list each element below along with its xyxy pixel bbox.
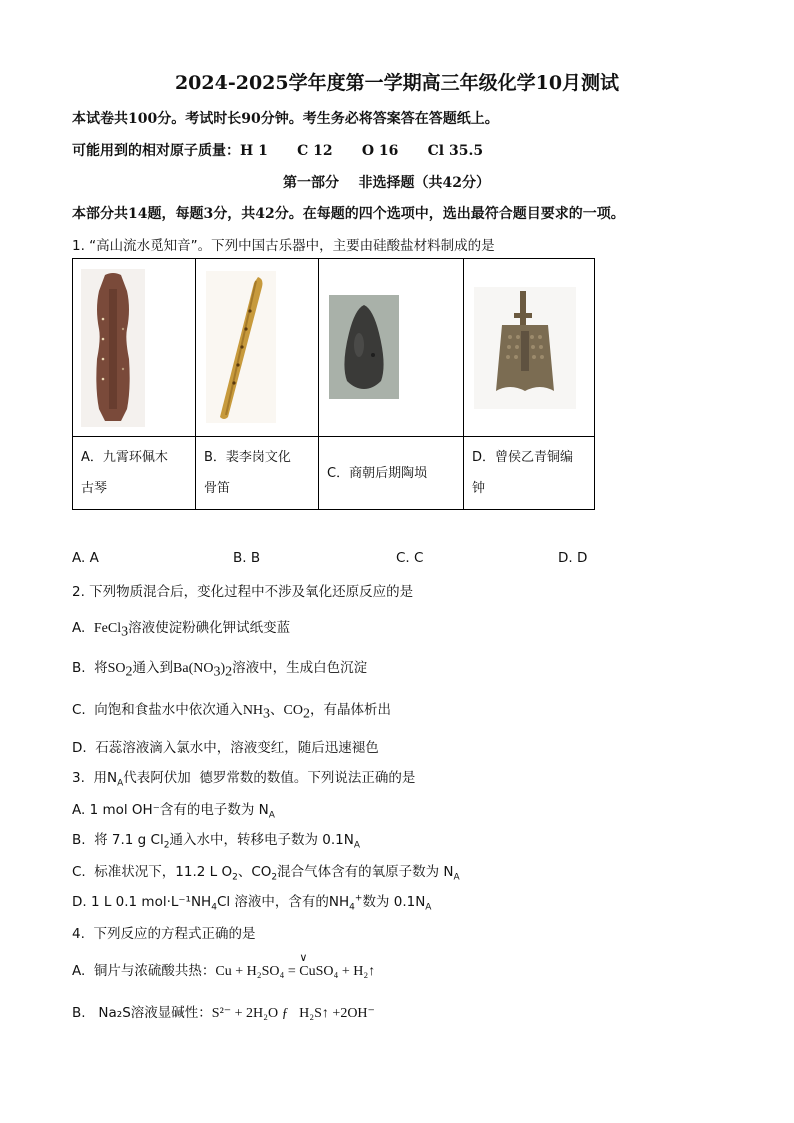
q3-d-s1: 4 <box>211 902 217 913</box>
q2-b-mid: 通入到 <box>132 660 174 676</box>
q4-a-equation <box>215 952 376 979</box>
q2-option-b[interactable] <box>72 656 367 681</box>
q1-option-d[interactable]: D. D <box>558 550 588 566</box>
caption-a-line-1: A．九霄环佩木 <box>81 450 168 465</box>
caption-c-line-1: C．商朝后期陶埙 <box>327 465 428 481</box>
caption-b-line-1: B．裴李岗文化 <box>204 450 291 465</box>
q2-b-s3: 2 <box>225 664 233 680</box>
instrument-table <box>72 258 595 510</box>
q2-a-sub: 3 <box>121 624 129 640</box>
q4-a-label: A. 铜片与浓硫酸共热： <box>72 963 216 979</box>
q2-option-c[interactable] <box>72 698 391 723</box>
caption-b-line-2: 骨笛 <box>204 481 231 496</box>
bronze-bell-image <box>474 287 576 409</box>
q3-c-mid2: 混合气体含有的氧原子数为 N <box>277 864 454 880</box>
caption-b <box>196 437 319 510</box>
q3-stem-post: 代表阿伏加 德罗常数的数值。下列说法正确的是 <box>123 770 416 786</box>
q2-b-f3: ) <box>220 661 226 676</box>
q4-b-equation: S²⁻ + 2H₂O ƒ H₂S↑ +2OH⁻ <box>211 1006 375 1021</box>
q3-b-pre: B. 将 7.1 g Cl <box>72 832 164 848</box>
q2-c-s1: 3 <box>263 706 271 722</box>
q2-c-label: C. 向饱和食盐水中依次通入 <box>72 702 243 718</box>
q2-b-f1: SO <box>107 661 126 676</box>
q2-c-s2: 2 <box>303 706 310 722</box>
page-title: 2024-2025学年度第一学期高三年级化学10月测试 <box>174 72 620 94</box>
cell-bronze-bell <box>464 259 595 437</box>
q3-stem-sub: A <box>117 778 124 789</box>
guqin-image <box>81 269 145 427</box>
q3-d-mid2: 数为 0.1N <box>362 894 426 910</box>
question-1-stem: 1. “高山流水觅知音”。下列中国古乐器中，主要由硅酸盐材料制成的是 <box>72 238 495 254</box>
caption-d-line-1: D．曾侯乙青铜编 <box>472 450 574 465</box>
q2-a-text: 溶液使淀粉碘化钾试纸变蓝 <box>128 620 291 636</box>
cell-bone-flute <box>196 259 319 437</box>
q3-c-s1: 2 <box>232 872 238 883</box>
q3-option-b[interactable] <box>72 828 360 851</box>
q3-b-mid: 通入水中，转移电子数为 0.1N <box>169 832 354 848</box>
q2-b-label: B. 将 <box>72 660 108 676</box>
bone-flute-image <box>206 271 276 423</box>
q1-option-b[interactable]: B. B <box>233 550 261 566</box>
q3-c-s2: 2 <box>271 872 278 883</box>
q3-a-sub: A <box>268 810 275 821</box>
section-heading: 第一部分 非选择题（共42分） <box>283 175 490 191</box>
q3-c-s3: A <box>453 872 460 883</box>
question-2-stem: 2. 下列物质混合后，变化过程中不涉及氧化还原反应的是 <box>72 584 414 600</box>
q3-d-s3: A <box>425 902 432 913</box>
q3-a-text: A. 1 mol OH⁻含有的电子数为 N <box>72 802 269 818</box>
q3-d-s2: 4 <box>349 902 355 913</box>
q3-option-a[interactable] <box>72 798 275 821</box>
q2-b-f2: Ba(NO <box>173 661 214 676</box>
q2-a-formula: FeCl <box>93 621 122 636</box>
q3-d-mid: Cl 溶液中，含有的NH <box>216 894 350 910</box>
caption-c <box>319 437 464 510</box>
q3-stem-pre: 3. 用N <box>72 770 118 786</box>
section-instruction: 本部分共14题，每题3分，共42分。在每题的四个选项中，选出最符合题目要求的一项。 <box>72 206 625 222</box>
q3-d-sup: + <box>354 893 363 904</box>
atomic-masses: 可能用到的相对原子质量：H 1 C 12 O 16 Cl 35.5 <box>72 143 484 159</box>
q2-b-s1: 2 <box>125 664 133 680</box>
q3-c-mid1: 、CO <box>237 864 272 880</box>
q2-c-sep: 、 <box>270 702 284 718</box>
question-4-stem: 4. 下列反应的方程式正确的是 <box>72 926 256 942</box>
caption-a <box>73 437 196 510</box>
q1-option-a[interactable]: A. A <box>72 550 99 566</box>
q4-a-eq-text: Cu + H₂SO₄ = CuSO₄ + H₂↑ <box>215 964 376 979</box>
caption-d <box>464 437 595 510</box>
question-3-stem <box>72 766 415 789</box>
q3-b-s1: 2 <box>163 840 170 851</box>
q2-b-s2: 3 <box>213 664 221 680</box>
heat-mark: ∨ <box>299 952 308 964</box>
q4-b-label: B. Na₂S溶液显碱性： <box>72 1005 212 1021</box>
q2-a-label: A. <box>72 620 94 636</box>
cell-xun <box>319 259 464 437</box>
q2-c-f2: CO <box>283 703 303 718</box>
q2-c-f1: NH <box>242 703 264 718</box>
q2-b-text: 溶液中，生成白色沉淀 <box>232 660 368 676</box>
xun-image <box>329 295 399 399</box>
exam-notice: 本试卷共100分。考试时长90分钟。考生务必将答案答在答题纸上。 <box>72 111 499 127</box>
q1-option-c[interactable]: C. C <box>396 550 424 566</box>
cell-guqin <box>73 259 196 437</box>
q3-option-d[interactable] <box>72 890 431 913</box>
q3-c-pre: C. 标准状况下，11.2 L O <box>72 864 233 880</box>
q3-option-c[interactable] <box>72 860 460 883</box>
q2-c-text: ，有晶体析出 <box>310 702 391 718</box>
caption-a-line-2: 古琴 <box>81 481 108 496</box>
q4-option-b[interactable] <box>72 1001 375 1022</box>
q3-d-pre: D. 1 L 0.1 mol·L⁻¹NH <box>72 894 212 910</box>
q4-option-a[interactable] <box>72 952 376 980</box>
q2-option-d[interactable]: D. 石蕊溶液滴入氯水中，溶液变红，随后迅速褪色 <box>72 740 379 756</box>
q3-b-s2: A <box>353 840 360 851</box>
caption-d-line-2: 钟 <box>472 481 486 496</box>
q2-option-a[interactable] <box>72 616 290 641</box>
